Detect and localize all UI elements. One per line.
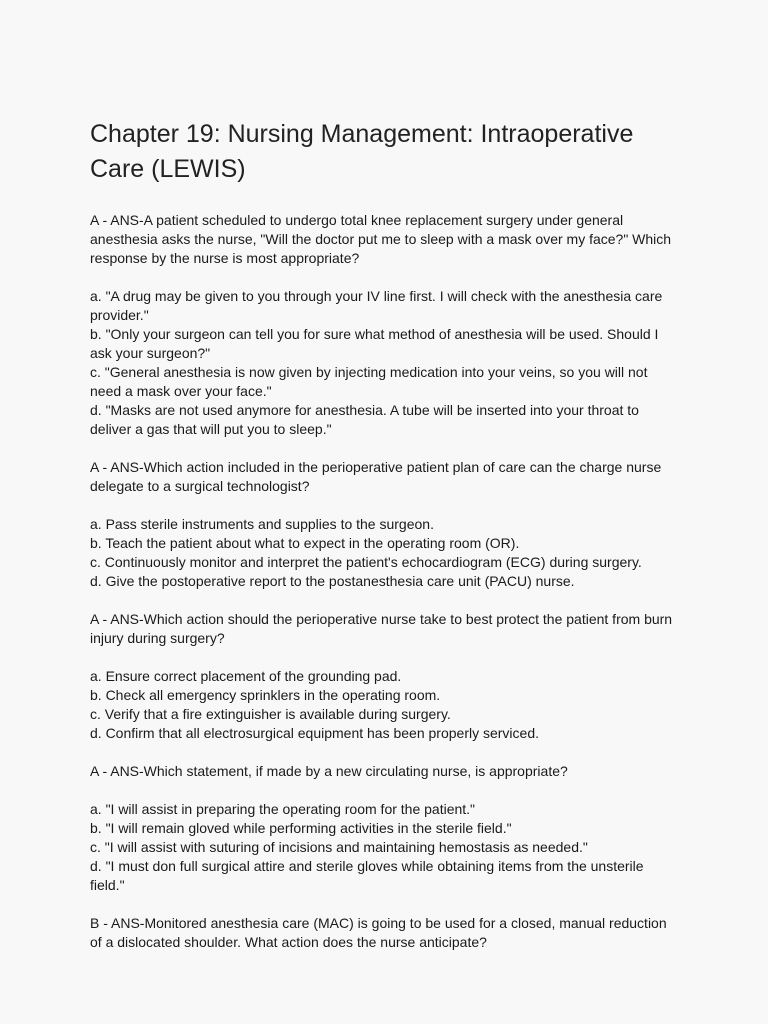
question-stem: A - ANS-Which action included in the perioperative patient plan of care can the charge nurse delegate to a surgical technologist? <box>90 459 662 494</box>
question-2 <box>90 458 678 591</box>
answer-option-c: c. "I will assist with suturing of incisions and maintaining hemostasis as needed." <box>90 839 588 855</box>
answer-options <box>90 515 678 591</box>
answer-options <box>90 287 678 439</box>
answer-option-d: d. "I must don full surgical attire and sterile gloves while obtaining items from the unsterile field." <box>90 858 644 893</box>
question-3 <box>90 610 678 743</box>
answer-options <box>90 667 678 743</box>
answer-option-a: a. "I will assist in preparing the operating room for the patient." <box>90 801 476 817</box>
answer-option-c: c. "General anesthesia is now given by injecting medication into your veins, so you will not need a mask over your face." <box>90 364 648 399</box>
answer-option-b: b. Teach the patient about what to expect in the operating room (OR). <box>90 535 520 551</box>
question-1 <box>90 211 678 439</box>
answer-option-d: d. Give the postoperative report to the postanesthesia care unit (PACU) nurse. <box>90 573 575 589</box>
answer-option-b: b. "I will remain gloved while performing activities in the sterile field." <box>90 820 512 836</box>
answer-option-c: c. Continuously monitor and interpret the patient's echocardiogram (ECG) during surgery. <box>90 554 642 570</box>
answer-option-b: b. "Only your surgeon can tell you for sure what method of anesthesia will be used. Should I ask your surgeon?" <box>90 326 659 361</box>
page-title: Chapter 19: Nursing Management: Intraoperative Care (LEWIS) <box>90 120 634 183</box>
answer-options <box>90 800 678 895</box>
question-stem: B - ANS-Monitored anesthesia care (MAC) is going to be used for a closed, manual reduction of a dislocated shoulder. What action does the nurse anticipate? <box>90 915 667 950</box>
question-stem: A - ANS-A patient scheduled to undergo total knee replacement surgery under general anesthesia asks the nurse, "Will the doctor put me to sleep with a mask over my face?" Which response by the nurse is most appropriate? <box>90 212 672 266</box>
question-stem: A - ANS-Which statement, if made by a new circulating nurse, is appropriate? <box>90 763 568 779</box>
answer-option-d: d. "Masks are not used anymore for anesthesia. A tube will be inserted into your throat to deliver a gas that will put you to sleep." <box>90 402 639 437</box>
question-5 <box>90 914 678 952</box>
answer-option-c: c. Verify that a fire extinguisher is available during surgery. <box>90 706 451 722</box>
answer-option-a: a. Ensure correct placement of the grounding pad. <box>90 668 402 684</box>
question-4 <box>90 762 678 895</box>
answer-option-a: a. Pass sterile instruments and supplies to the surgeon. <box>90 516 434 532</box>
answer-option-d: d. Confirm that all electrosurgical equipment has been properly serviced. <box>90 725 540 741</box>
answer-option-a: a. "A drug may be given to you through your IV line first. I will check with the anesthesia care provider." <box>90 288 663 323</box>
question-stem: A - ANS-Which action should the perioperative nurse take to best protect the patient from burn injury during surgery? <box>90 611 673 646</box>
answer-option-b: b. Check all emergency sprinklers in the operating room. <box>90 687 441 703</box>
